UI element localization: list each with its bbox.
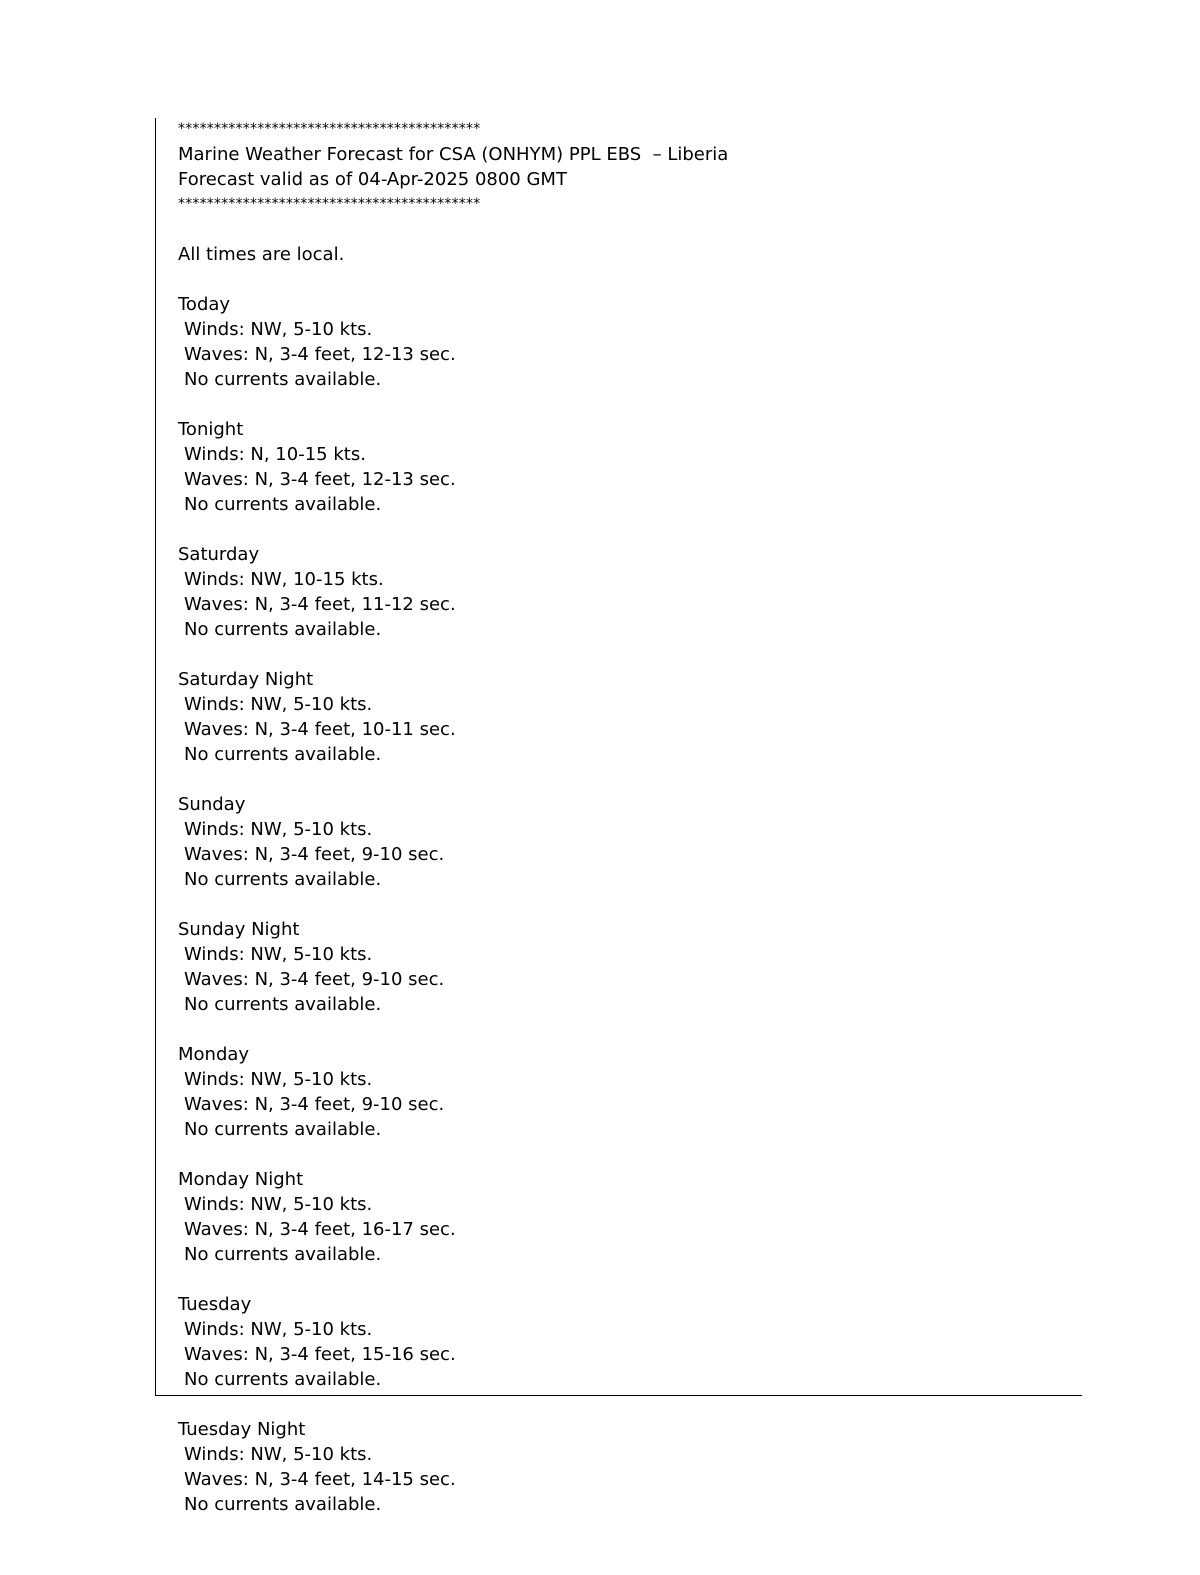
period-name: Today bbox=[178, 294, 231, 315]
period-currents: No currents available. bbox=[184, 1119, 382, 1140]
period-name: Saturday Night bbox=[178, 669, 314, 690]
forecast-title: Marine Weather Forecast for CSA (ONHYM) PPL EBS – Liberia bbox=[178, 144, 729, 165]
header-stars-bottom: ****************************************** bbox=[178, 196, 481, 212]
period-currents: No currents available. bbox=[184, 1369, 382, 1390]
period-currents: No currents available. bbox=[184, 494, 382, 515]
period-winds: Winds: NW, 5-10 kts. bbox=[184, 1069, 373, 1090]
period-waves: Waves: N, 3-4 feet, 10-11 sec. bbox=[184, 719, 456, 740]
period-currents: No currents available. bbox=[184, 1494, 382, 1515]
forecast-period bbox=[178, 667, 1078, 767]
period-waves: Waves: N, 3-4 feet, 11-12 sec. bbox=[184, 594, 456, 615]
period-name: Tuesday bbox=[178, 1294, 252, 1315]
period-waves: Waves: N, 3-4 feet, 9-10 sec. bbox=[184, 969, 445, 990]
period-name: Sunday bbox=[178, 794, 246, 815]
period-waves: Waves: N, 3-4 feet, 9-10 sec. bbox=[184, 1094, 445, 1115]
forecast-period bbox=[178, 542, 1078, 642]
period-winds: Winds: NW, 5-10 kts. bbox=[184, 1319, 373, 1340]
period-waves: Waves: N, 3-4 feet, 12-13 sec. bbox=[184, 344, 456, 365]
period-waves: Waves: N, 3-4 feet, 15-16 sec. bbox=[184, 1344, 456, 1365]
period-name: Monday bbox=[178, 1044, 250, 1065]
period-winds: Winds: NW, 5-10 kts. bbox=[184, 819, 373, 840]
forecast-document bbox=[178, 117, 1078, 1517]
period-winds: Winds: NW, 5-10 kts. bbox=[184, 944, 373, 965]
period-currents: No currents available. bbox=[184, 869, 382, 890]
period-waves: Waves: N, 3-4 feet, 16-17 sec. bbox=[184, 1219, 456, 1240]
period-winds: Winds: NW, 10-15 kts. bbox=[184, 569, 384, 590]
period-winds: Winds: NW, 5-10 kts. bbox=[184, 1444, 373, 1465]
period-waves: Waves: N, 3-4 feet, 12-13 sec. bbox=[184, 469, 456, 490]
period-currents: No currents available. bbox=[184, 619, 382, 640]
period-currents: No currents available. bbox=[184, 369, 382, 390]
period-winds: Winds: N, 10-15 kts. bbox=[184, 444, 366, 465]
time-note: All times are local. bbox=[178, 244, 345, 265]
forecast-valid-time: Forecast valid as of 04-Apr-2025 0800 GMT bbox=[178, 169, 567, 190]
forecast-period bbox=[178, 1042, 1078, 1142]
frame-left-border bbox=[155, 118, 156, 1396]
forecast-period bbox=[178, 1292, 1078, 1392]
period-name: Tuesday Night bbox=[178, 1419, 306, 1440]
period-currents: No currents available. bbox=[184, 1244, 382, 1265]
forecast-period bbox=[178, 1167, 1078, 1267]
header-stars-top: ****************************************** bbox=[178, 121, 481, 137]
period-name: Monday Night bbox=[178, 1169, 304, 1190]
period-waves: Waves: N, 3-4 feet, 14-15 sec. bbox=[184, 1469, 456, 1490]
forecast-period bbox=[178, 1417, 1078, 1517]
period-waves: Waves: N, 3-4 feet, 9-10 sec. bbox=[184, 844, 445, 865]
forecast-period bbox=[178, 917, 1078, 1017]
period-name: Sunday Night bbox=[178, 919, 300, 940]
period-currents: No currents available. bbox=[184, 744, 382, 765]
period-winds: Winds: NW, 5-10 kts. bbox=[184, 1194, 373, 1215]
forecast-period bbox=[178, 417, 1078, 517]
period-name: Tonight bbox=[178, 419, 244, 440]
forecast-period bbox=[178, 292, 1078, 392]
period-winds: Winds: NW, 5-10 kts. bbox=[184, 319, 373, 340]
period-name: Saturday bbox=[178, 544, 260, 565]
period-winds: Winds: NW, 5-10 kts. bbox=[184, 694, 373, 715]
forecast-period bbox=[178, 792, 1078, 892]
period-currents: No currents available. bbox=[184, 994, 382, 1015]
